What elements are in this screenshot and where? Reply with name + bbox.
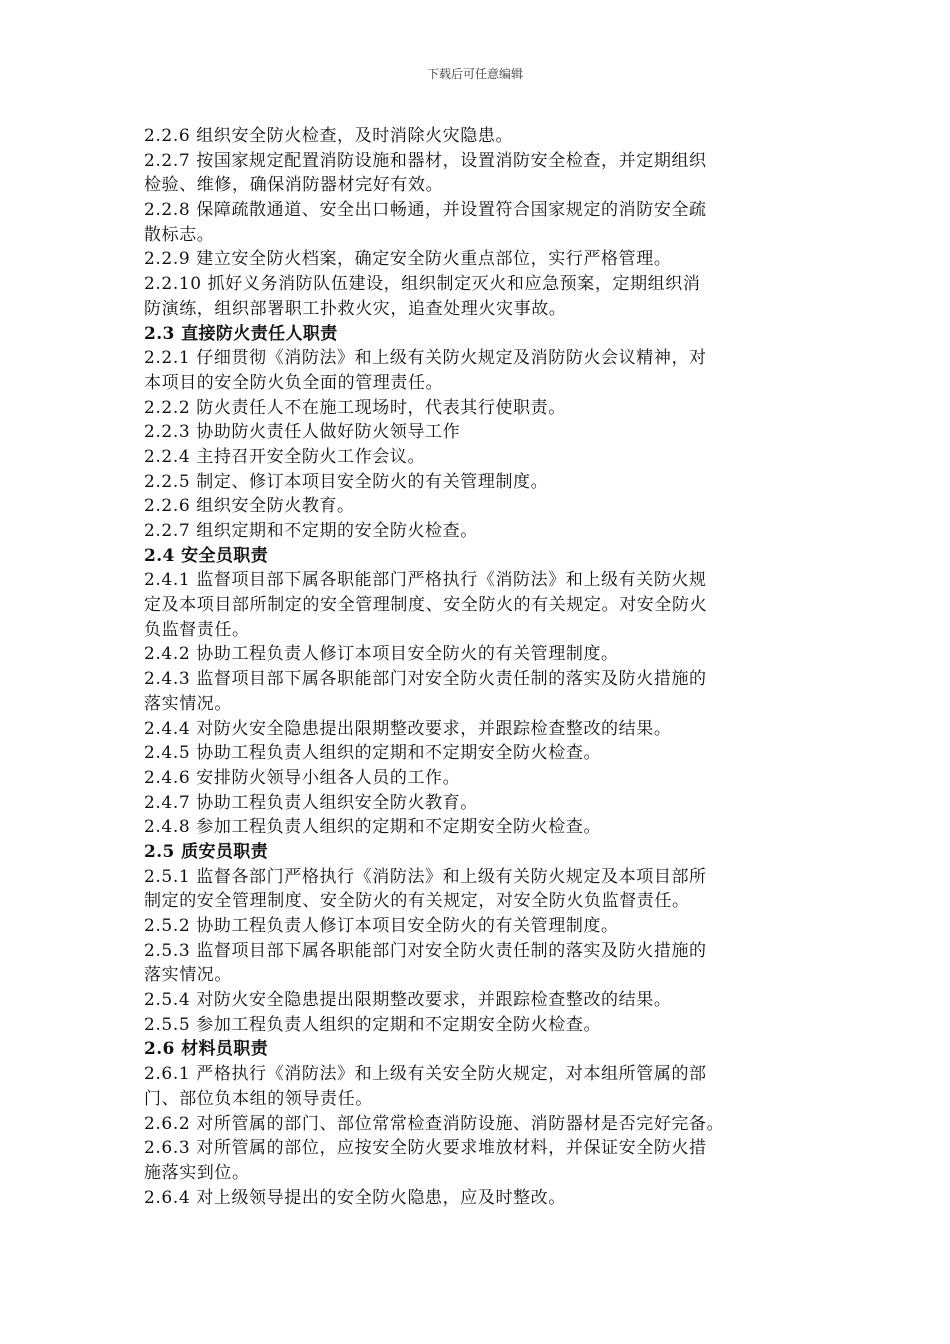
text-line: 落实情况。 bbox=[144, 693, 232, 714]
text-line: 2.2.7 组织定期和不定期的安全防火检查。 bbox=[144, 521, 478, 541]
text-line: 2.4.2 协助工程负责人修订本项目安全防火的有关管理制度。 bbox=[144, 644, 619, 665]
section-heading: 2.6 材料员职责 bbox=[144, 1039, 269, 1060]
text-line: 2.5.3 监督项目部下属各职能部门对安全防火责任制的落实及防火措施的 bbox=[144, 940, 707, 961]
text-line: 2.2.7 按国家规定配置消防设施和器材，设置消防安全检查，并定期组织 bbox=[144, 150, 707, 171]
text-line: 2.6.1 严格执行《消防法》和上级有关安全防火规定，对本组所管属的部 bbox=[144, 1064, 707, 1085]
text-line: 2.4.3 监督项目部下属各职能部门对安全防火责任制的落实及防火措施的 bbox=[144, 669, 707, 690]
text-line: 2.5.5 参加工程负责人组织的定期和不定期安全防火检查。 bbox=[144, 1014, 602, 1035]
text-line: 2.6.2 对所管属的部门、部位常常检查消防设施、消防器材是否完好完备。 bbox=[144, 1113, 725, 1134]
text-line: 2.2.9 建立安全防火档案，确定安全防火重点部位，实行严格管理。 bbox=[144, 249, 672, 270]
text-line: 门、部位负本组的领导责任。 bbox=[144, 1088, 373, 1109]
text-line: 2.4.1 监督项目部下属各职能部门严格执行《消防法》和上级有关防火规 bbox=[144, 570, 707, 591]
text-line: 防演练，组织部署职工扑救火灾，追查处理火灾事故。 bbox=[144, 298, 567, 319]
document-body bbox=[144, 124, 814, 1210]
text-line: 2.6.4 对上级领导提出的安全防火隐患，应及时整改。 bbox=[144, 1187, 566, 1208]
section-heading: 2.5 质安员职责 bbox=[144, 841, 269, 862]
text-line: 2.5.4 对防火安全隐患提出限期整改要求，并跟踪检查整改的结果。 bbox=[144, 990, 672, 1011]
text-line: 2.2.6 组织安全防火检查，及时消除火灾隐患。 bbox=[144, 126, 514, 146]
text-line: 2.5.1 监督各部门严格执行《消防法》和上级有关防火规定及本项目部所 bbox=[144, 866, 707, 887]
text-line: 2.2.3 协助防火责任人做好防火领导工作 bbox=[144, 422, 461, 443]
text-line: 施落实到位。 bbox=[144, 1162, 250, 1183]
text-line: 2.2.5 制定、修订本项目安全防火的有关管理制度。 bbox=[144, 471, 549, 492]
text-line: 2.2.10 抓好义务消防队伍建设，组织制定灭火和应急预案，定期组织消 bbox=[144, 274, 701, 295]
text-line: 2.2.2 防火责任人不在施工现场时，代表其行使职责。 bbox=[144, 397, 566, 418]
text-line: 2.4.5 协助工程负责人组织的定期和不定期安全防火检查。 bbox=[144, 743, 602, 764]
text-line: 2.4.4 对防火安全隐患提出限期整改要求，并跟踪检查整改的结果。 bbox=[144, 718, 672, 739]
text-line: 2.4.6 安排防火领导小组各人员的工作。 bbox=[144, 767, 461, 788]
text-line: 负监督责任。 bbox=[144, 619, 250, 640]
text-line: 2.2.6 组织安全防火教育。 bbox=[144, 496, 355, 517]
text-line: 2.2.1 仔细贯彻《消防法》和上级有关防火规定及消防防火会议精神，对 bbox=[144, 348, 707, 369]
text-line: 制定的安全管理制度、安全防火的有关规定，对安全防火负监督责任。 bbox=[144, 891, 690, 912]
text-line: 检验、维修，确保消防器材完好有效。 bbox=[144, 175, 444, 196]
section-heading: 2.3 直接防火责任人职责 bbox=[144, 323, 338, 344]
text-line: 2.5.2 协助工程负责人修订本项目安全防火的有关管理制度。 bbox=[144, 916, 619, 936]
text-line: 2.2.4 主持召开安全防火工作会议。 bbox=[144, 446, 426, 467]
text-line: 2.2.8 保障疏散通道、安全出口畅通，并设置符合国家规定的消防安全疏 bbox=[144, 200, 707, 221]
text-line: 定及本项目部所制定的安全管理制度、安全防火的有关规定。对安全防火 bbox=[144, 595, 708, 616]
text-line: 散标志。 bbox=[144, 224, 215, 245]
text-line: 落实情况。 bbox=[144, 965, 232, 986]
text-line: 2.6.3 对所管属的部位，应按安全防火要求堆放材料，并保证安全防火措 bbox=[144, 1138, 707, 1159]
section-heading: 2.4 安全员职责 bbox=[144, 545, 269, 566]
text-line: 本项目的安全防火负全面的管理责任。 bbox=[144, 372, 444, 393]
page-header: 下载后可任意编辑 bbox=[426, 67, 523, 81]
text-line: 2.4.7 协助工程负责人组织安全防火教育。 bbox=[144, 792, 478, 813]
text-line: 2.4.8 参加工程负责人组织的定期和不定期安全防火检查。 bbox=[144, 817, 602, 838]
